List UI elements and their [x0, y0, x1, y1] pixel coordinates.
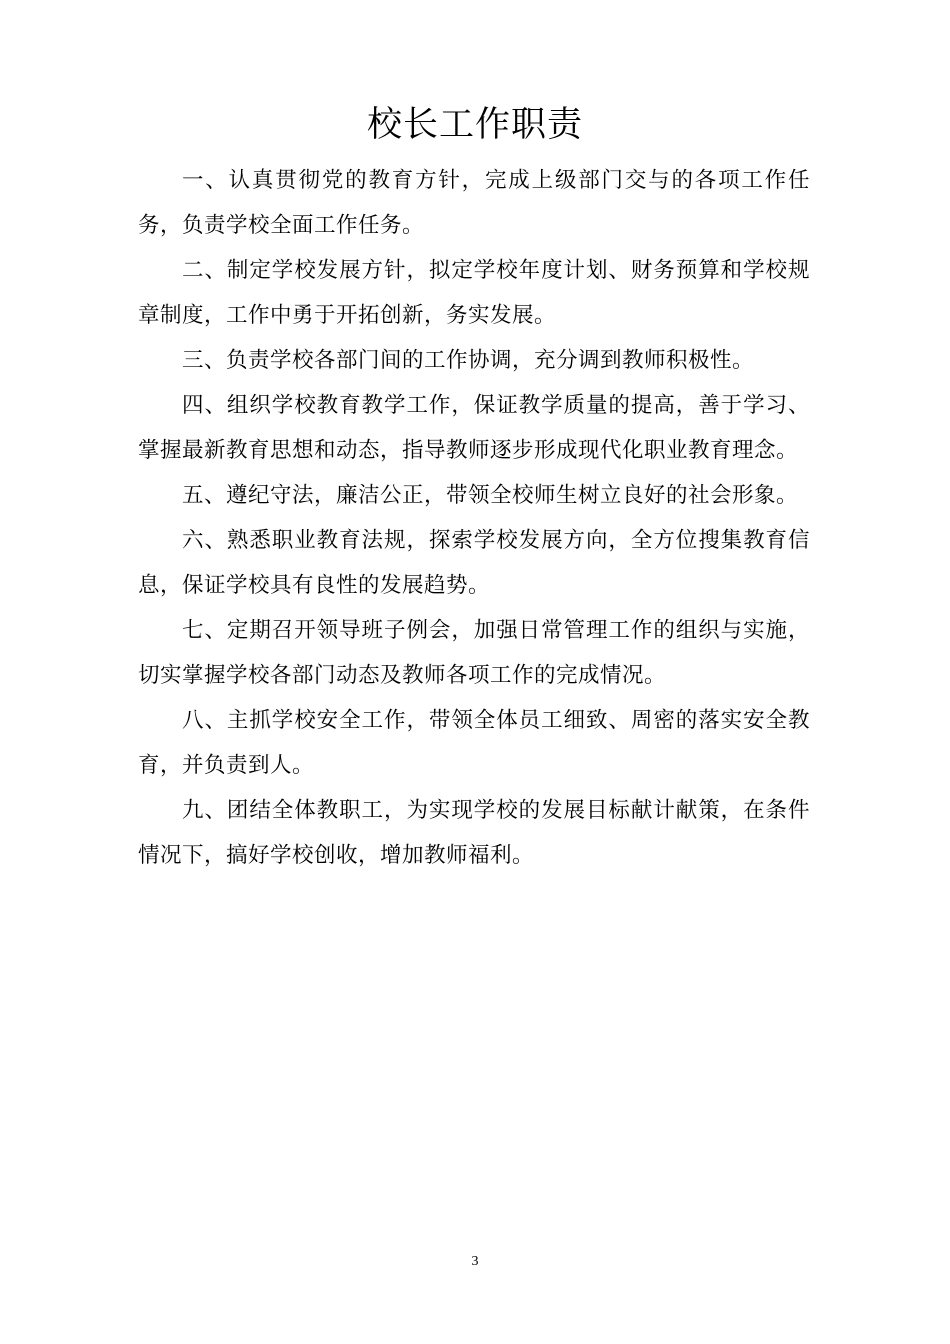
duty-paragraph-7: 七、定期召开领导班子例会，加强日常管理工作的组织与实施，切实掌握学校各部门动态及教师各项工作的完成情况。	[138, 618, 810, 688]
duty-paragraph-4: 四、组织学校教育教学工作，保证教学质量的提高，善于学习、掌握最新教育思想和动态，指导教师逐步形成现代化职业教育理念。	[138, 393, 810, 463]
duty-paragraph-3: 三、负责学校各部门间的工作协调，充分调到教师积极性。	[182, 348, 755, 373]
duty-paragraph-1: 一、认真贯彻党的教育方针，完成上级部门交与的各项工作任务，负责学校全面工作任务。	[138, 168, 810, 238]
duty-paragraph-5: 五、遵纪守法，廉洁公正，带领全校师生树立良好的社会形象。	[182, 483, 799, 508]
document-body	[138, 158, 810, 878]
duty-paragraph-9: 九、团结全体教职工，为实现学校的发展目标献计献策，在条件情况下，搞好学校创收，增加教师福利。	[138, 798, 810, 868]
duty-paragraph-8: 八、主抓学校安全工作，带领全体员工细致、周密的落实安全教育，并负责到人。	[138, 708, 810, 778]
document-title: 校长工作职责	[366, 105, 583, 145]
duty-paragraph-6: 六、熟悉职业教育法规，探索学校发展方向，全方位搜集教育信息，保证学校具有良性的发展趋势。	[138, 528, 810, 598]
duty-paragraph-2: 二、制定学校发展方针，拟定学校年度计划、财务预算和学校规章制度，工作中勇于开拓创新，务实发展。	[138, 258, 810, 328]
page-number: 3	[471, 1254, 479, 1269]
